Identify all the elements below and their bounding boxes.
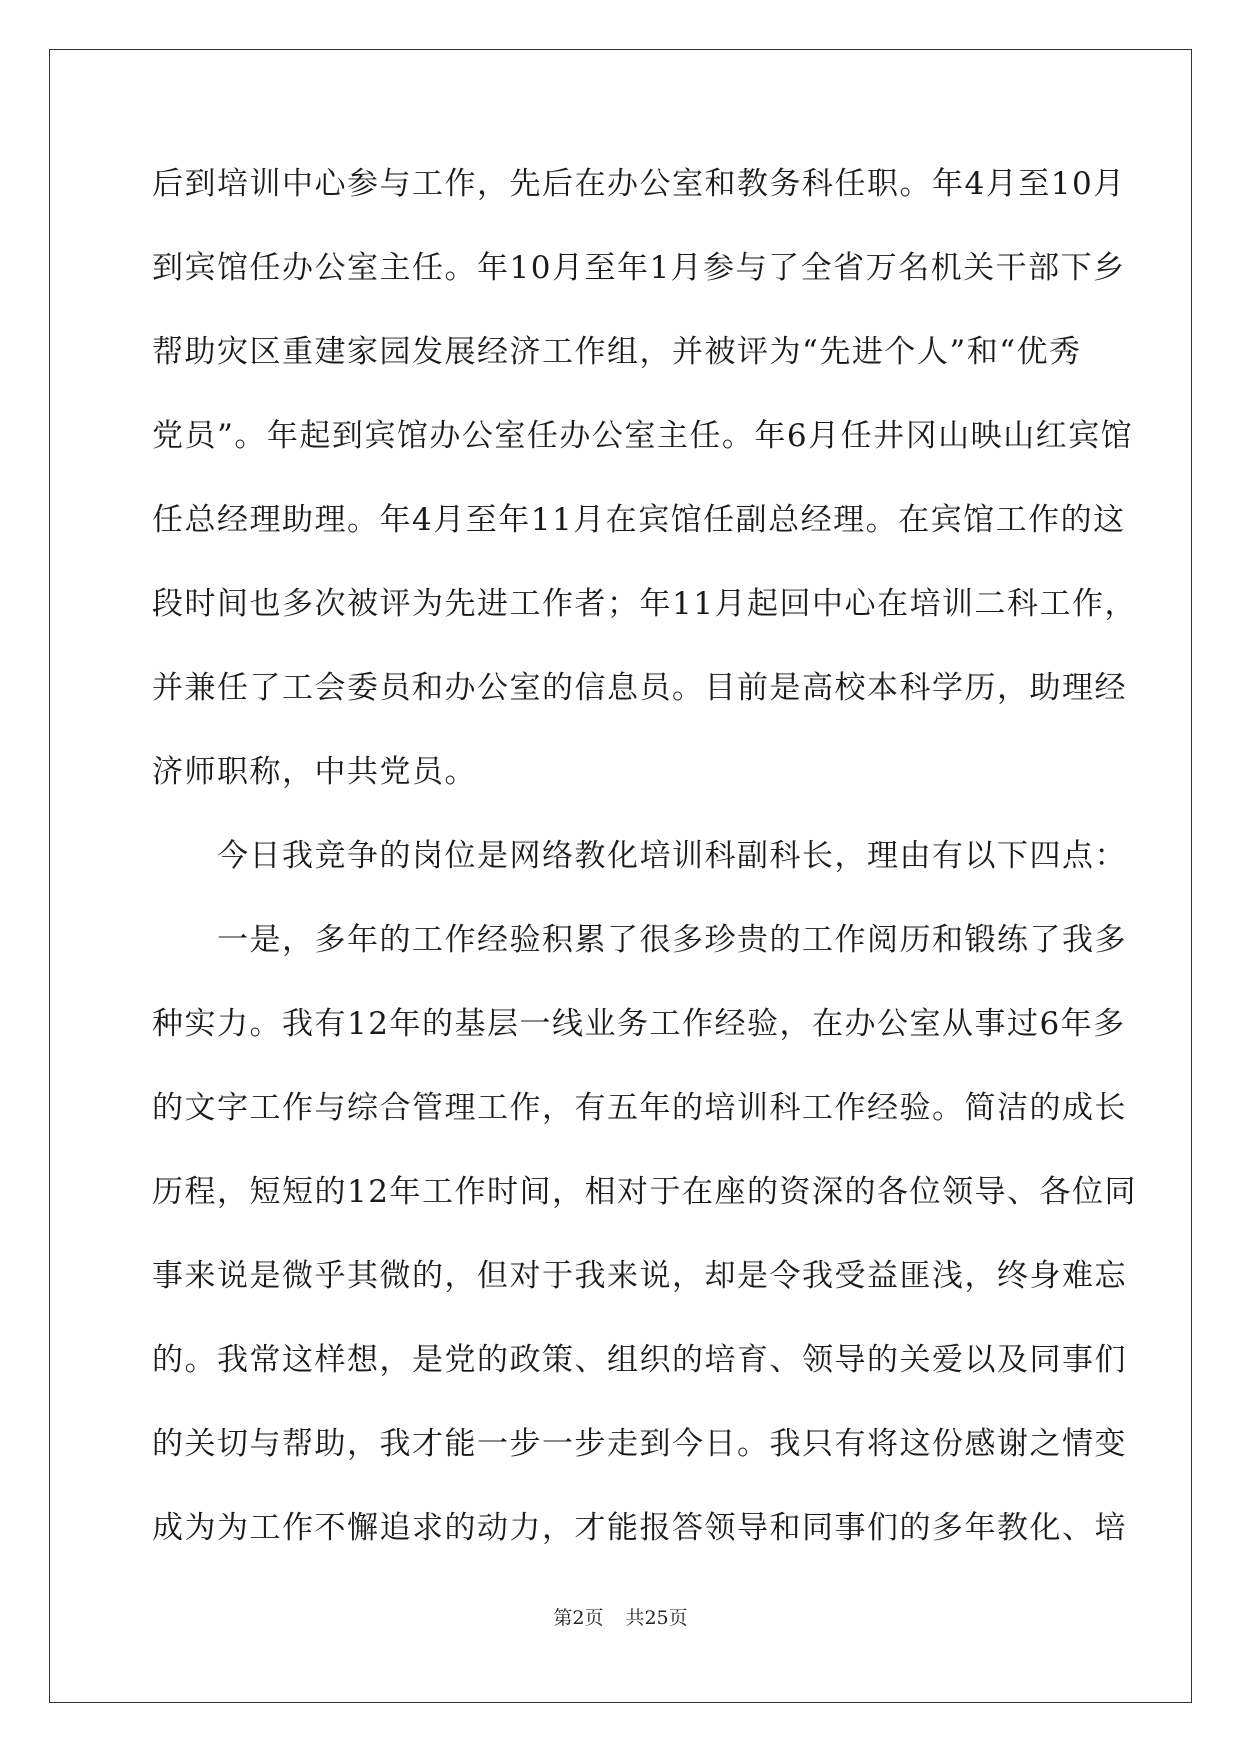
text-line: 任总经理助理。年4月至年11月在宾馆任副总经理。在宾馆工作的这 bbox=[152, 502, 1126, 538]
page-total: 共25页 bbox=[625, 1607, 688, 1629]
text-line: 历程，短短的12年工作时间，相对于在座的资深的各位领导、各位同 bbox=[152, 1174, 1137, 1210]
text-line: 并兼任了工会委员和办公室的信息员。目前是高校本科学历，助理经 bbox=[152, 670, 1127, 706]
page-footer bbox=[0, 1606, 1241, 1630]
text-line: 成为为工作不懈追求的动力，才能报答领导和同事们的多年教化、培 bbox=[152, 1510, 1127, 1546]
text-line: 帮助灾区重建家园发展经济工作组，并被评为“先进个人”和“优秀 bbox=[152, 334, 1082, 370]
text-line: 种实力。我有12年的基层一线业务工作经验，在办公室从事过6年多 bbox=[152, 1006, 1126, 1042]
text-line: 的。我常这样想，是党的政策、组织的培育、领导的关爱以及同事们 bbox=[152, 1342, 1127, 1378]
text-line: 的关切与帮助，我才能一步一步走到今日。我只有将这份感谢之情变 bbox=[152, 1426, 1127, 1462]
text-line: 济师职称，中共党员。 bbox=[152, 754, 477, 790]
text-line: 今日我竞争的岗位是网络教化培训科副科长，理由有以下四点： bbox=[152, 838, 1127, 874]
text-line: 段时间也多次被评为先进工作者；年11月起回中心在培训二科工作， bbox=[152, 586, 1137, 622]
text-line: 一是，多年的工作经验积累了很多珍贵的工作阅历和锻练了我多 bbox=[152, 922, 1127, 958]
page-number: 第2页 bbox=[553, 1607, 604, 1629]
document-body bbox=[152, 162, 1137, 1590]
text-line: 的文字工作与综合管理工作，有五年的培训科工作经验。简洁的成长 bbox=[152, 1090, 1127, 1126]
text-line: 后到培训中心参与工作，先后在办公室和教务科任职。年4月至10月 bbox=[152, 166, 1126, 202]
text-line: 到宾馆任办公室主任。年10月至年1月参与了全省万名机关干部下乡 bbox=[152, 250, 1126, 286]
text-line: 党员”。年起到宾馆办公室任办公室主任。年6月任井冈山映山红宾馆 bbox=[152, 418, 1134, 454]
text-line: 事来说是微乎其微的，但对于我来说，却是令我受益匪浅，终身难忘 bbox=[152, 1258, 1127, 1294]
